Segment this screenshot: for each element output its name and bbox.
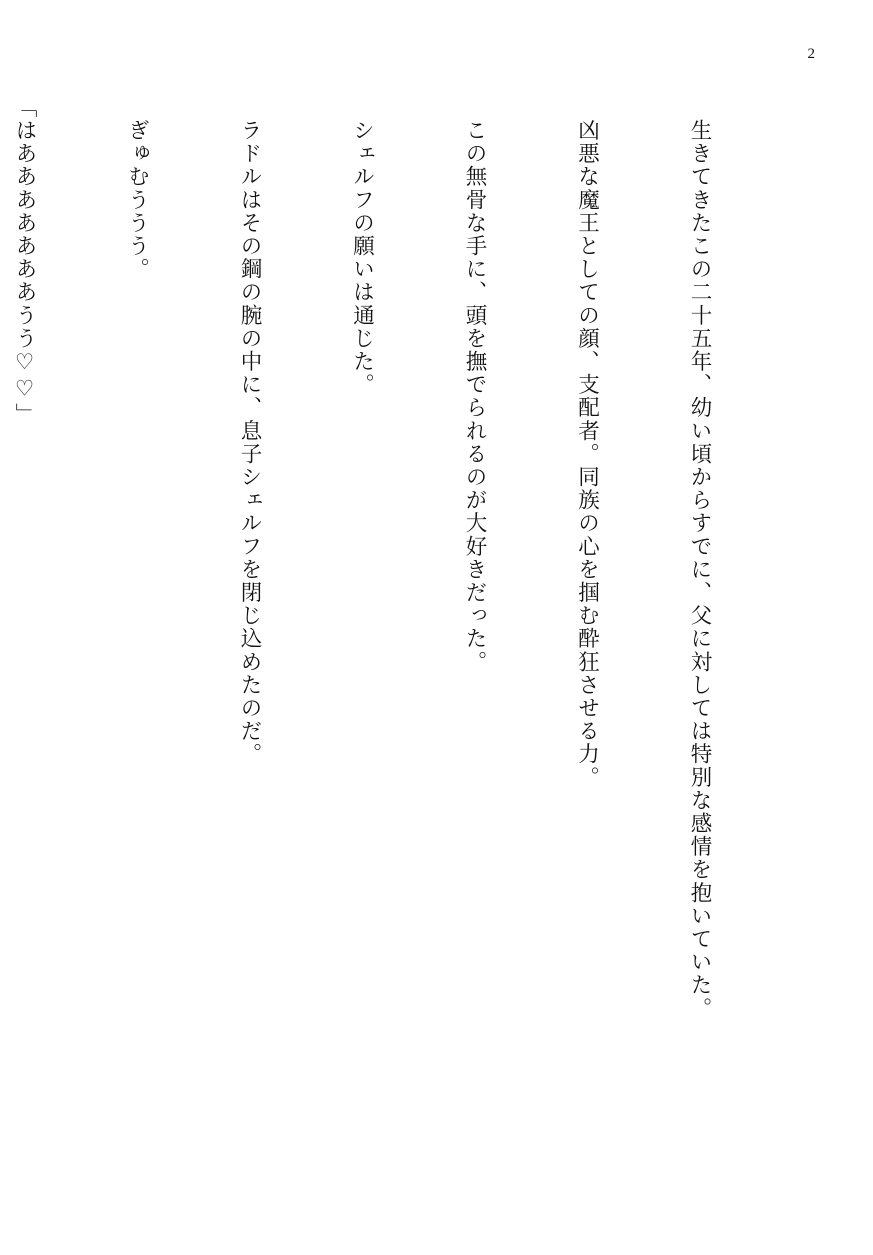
text-line: この無骨な手に、頭を撫でられるのが大好きだった。 xyxy=(462,96,487,674)
text-line: ぎゅむううう。 xyxy=(124,96,150,281)
text-line: 生きてきたこの二十五年、幼い頃からすでに、父に対しては特別な感情を抱いていた。 xyxy=(687,96,712,1020)
novel-text-block xyxy=(0,96,793,1196)
page-number: 2 xyxy=(807,46,815,62)
text-line: 凶悪な魔王としての顔、支配者。同族の心を掴む酔狂させる力。 xyxy=(574,96,600,789)
text-line: シェルフの願いは通じた。 xyxy=(349,96,375,397)
text-line: 「はあああああああうう♡♡」 xyxy=(12,96,37,427)
text-line: ラドルはその鋼の腕の中に、息子シェルフを閉じ込めたのだ。 xyxy=(237,96,262,766)
